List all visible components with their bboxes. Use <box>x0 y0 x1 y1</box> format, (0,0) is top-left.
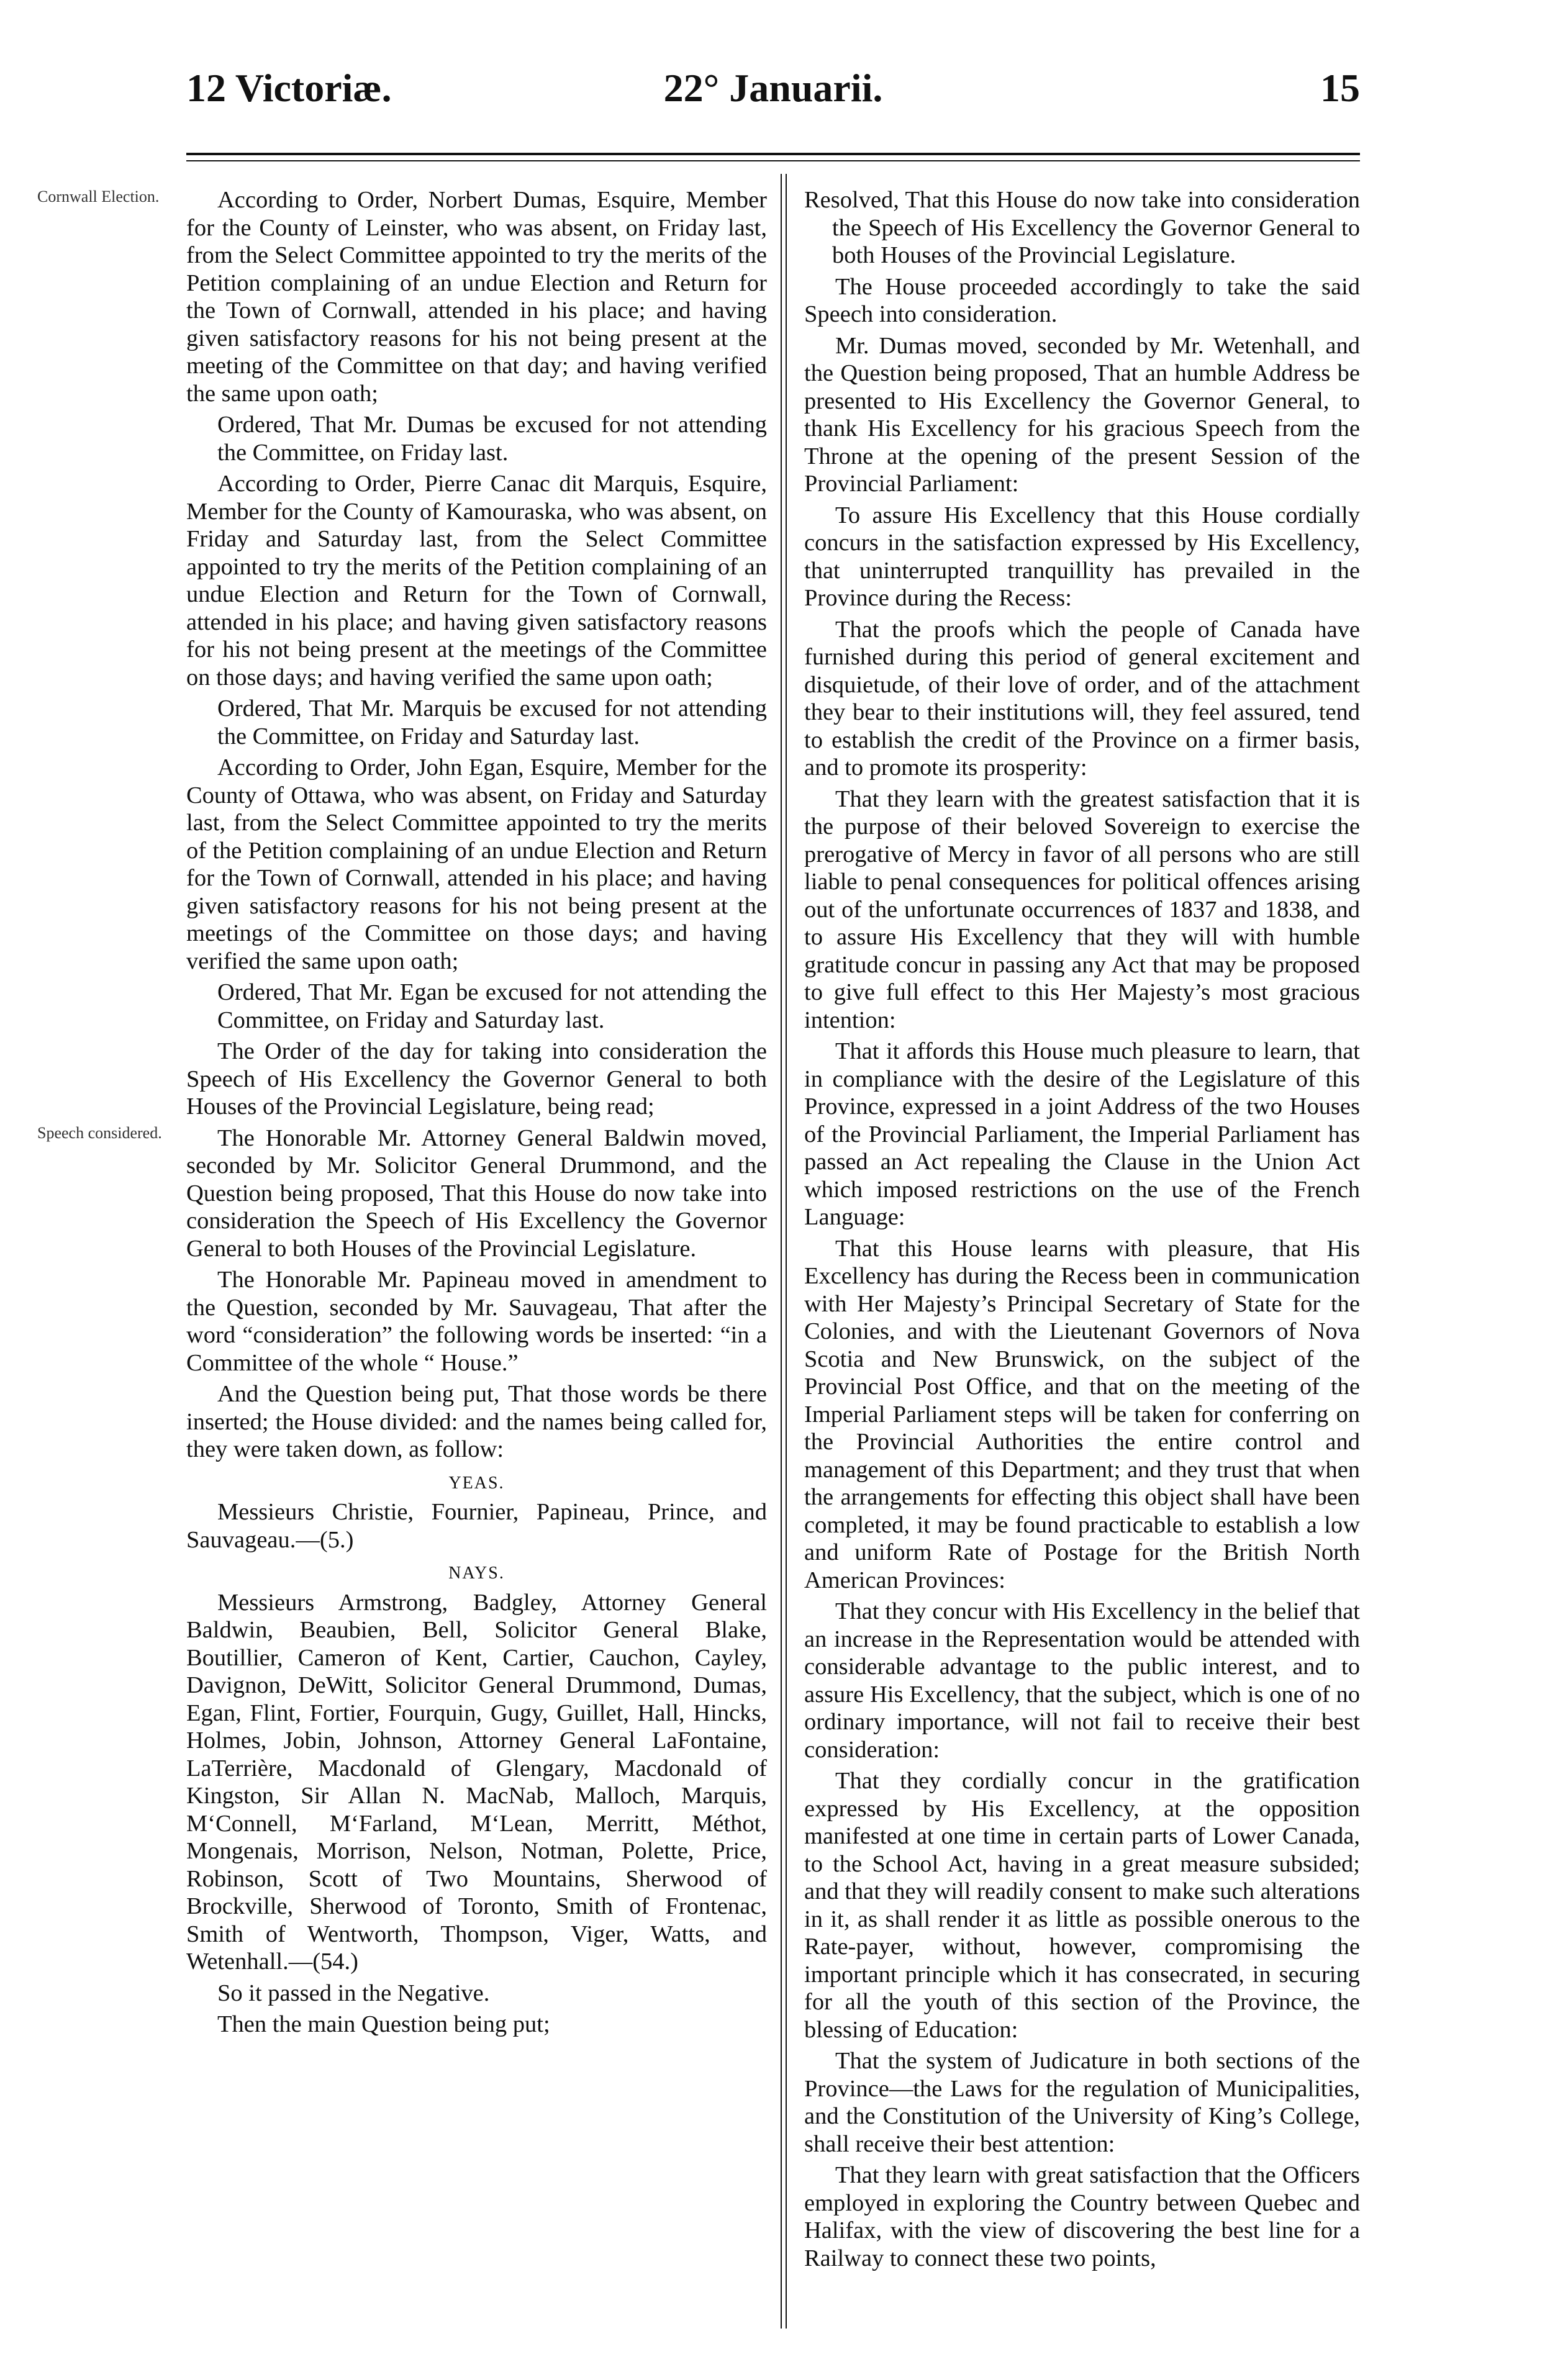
paragraph: To assure His Excellency that this House cordially concurs in the satisfaction expressed by His Excellency, that uninterrupted tranquillity has prevailed in the Province during the Recess: <box>804 502 1360 611</box>
paragraph: Mr. Dumas moved, seconded by Mr. Wetenhall, and the Question being proposed, That an humble Address be presented to His Excellency the Governor General, to thank His Excellency for his gracious Speech from the Throne at the opening of the present Session of the Provincial Parliament: <box>804 332 1360 497</box>
column-divider-second <box>786 174 787 2329</box>
paragraph: So it passed in the Negative. <box>217 1980 490 2006</box>
paragraph: The Honorable Mr. Papineau moved in amendment to the Question, seconded by Mr. Sauvageau, That after the word “consideration” the following words be inserted: “in a Committee of the whole “ House.” <box>186 1267 767 1376</box>
paragraph: That they cordially concur in the gratification expressed by His Excellency, at the opposition manifested at one time in certain parts of Lower Canada, to the School Act, having in a great measure subsided; and that they will readily consent to make such alterations in it, as shall render it as little as possible onerous to the Rate-payer, without, however, compromising the important principle which it has consecrated, in securing for all the youth of this section of the Province, the blessing of Education: <box>804 1768 1360 2043</box>
page-header <box>186 65 1360 127</box>
paragraph: And the Question being put, That those words be there inserted; the House divided: and the names being called for, they were taken down, as follow: <box>186 1381 767 1462</box>
right-column <box>804 186 1360 2276</box>
nays-list: Messieurs Armstrong, Badgley, Attorney General Baldwin, Beaubien, Bell, Solicitor General Blake, Boutillier, Cameron of Kent, Cartier, Cauchon, Cayley, Davignon, DeWitt, Solicitor General Drummond, Dumas, Egan, Flint, Fortier, Fourquin, Gugy, Guillet, Hall, Hincks, Holmes, Jobin, Johnson, Attorney General LaFontaine, LaTerrière, Macdonald of Glengary, Macdonald of Kingston, Sir Allan N. MacNab, Malloch, Marquis, M‘Connell, M‘Farland, M‘Lean, Merritt, Méthot, Mongenais, Morrison, Nelson, Notman, Polette, Price, Robinson, Scott of Two Mountains, Sherwood of Brockville, Sherwood of Toronto, Smith of Frontenac, Smith of Wentworth, Thompson, Viger, Watts, and Wetenhall.—(54.) <box>186 1589 767 1975</box>
paragraph: According to Order, Pierre Canac dit Marquis, Esquire, Member for the County of Kamouraska, who was absent, on Friday and Saturday last, from the Select Committee appointed to try the merits of the Petition complaining of an undue Election and Return for the Town of Cornwall, attended in his place; and having given satisfactory reasons for his not being present at the meetings of the Committee on those days; and having verified the same upon oath; <box>186 471 767 690</box>
header-rule-thin <box>186 160 1360 161</box>
paragraph: That they learn with great satisfaction that the Officers employed in exploring the Country between Quebec and Halifax, with the view of discovering the best line for a Railway to connect these two points, <box>804 2162 1360 2271</box>
paragraph: The Order of the day for taking into consideration the Speech of His Excellency the Governor General to both Houses of the Provincial Legislature, being read; <box>186 1038 767 1120</box>
margin-note-speech: Speech considered. <box>37 1124 162 1142</box>
paragraph: That the system of Judicature in both sections of the Province—the Laws for the regulation of Municipalities, and the Constitution of the University of King’s College, shall receive their best attention: <box>804 2048 1360 2157</box>
yeas-heading: YEAS. <box>448 1473 505 1493</box>
header-title-left: 12 Victoriæ. <box>186 66 392 110</box>
paragraph: According to Order, John Egan, Esquire, Member for the County of Ottawa, who was absent, on Friday and Saturday last, from the Select Committee appointed to try the merits of the Petition complaining of an undue Election and Return for the Town of Cornwall, attended in his place; and having given satisfactory reasons for his not being present at the meetings of the Committee on those days; and having verified the same upon oath; <box>186 754 767 974</box>
paragraph-resolved: Resolved, That this House do now take into consideration the Speech of His Excellency the Governor General to both Houses of the Provincial Legislature. <box>804 187 1360 268</box>
paragraph: That this House learns with pleasure, that His Excellency has during the Recess been in communication with Her Majesty’s Principal Secretary of State for the Colonies, and with the Lieutenant Governors of Nova Scotia and New Brunswick, on the subject of the Provincial Post Office, and that on the meeting of the Imperial Parliament steps will be taken for conferring on the Provincial Authorities the entire control and management of this Department; and they trust that when the arrangements for effecting this object shall have been completed, it may be found practicable to establish a low and uniform Rate of Postage for the British North American Provinces: <box>804 1235 1360 1593</box>
paragraph: According to Order, Norbert Dumas, Esquire, Member for the County of Leinster, who was absent, on Friday last, from the Select Committee appointed to try the merits of the Petition complaining of an undue Election and Return for the Town of Cornwall, attended in his place; and having given satisfactory reasons for his not being present at the meeting of the Committee on that day; and having verified the same upon oath; <box>186 187 767 407</box>
paragraph: That they concur with His Excellency in the belief that an increase in the Representation would be attended with considerable advantage to the public interest, and to assure His Excellency, that the subject, which is one of no ordinary importance, will not fail to receive their best consideration: <box>804 1598 1360 1763</box>
margin-note-cornwall: Cornwall Election. <box>37 188 160 206</box>
paragraph: That they learn with the greatest satisfaction that it is the purpose of their beloved Sovereign to exercise the prerogative of Mercy in favor of all persons who are still liable to penal consequences for political offences arising out of the unfortunate occurrences of 1837 and 1838, and to assure His Excellency that they will with humble gratitude concur in passing any Act that may be proposed to give full effect to this Her Majesty’s most gracious intention: <box>804 785 1360 1033</box>
paragraph-ordered: Ordered, That Mr. Dumas be excused for not attending the Committee, on Friday last. <box>217 412 767 466</box>
left-column <box>186 186 767 2042</box>
column-divider <box>781 174 782 2329</box>
paragraph-ordered: Ordered, That Mr. Marquis be excused for not attending the Committee, on Friday and Saturday last. <box>217 695 767 749</box>
yeas-list: Messieurs Christie, Fournier, Papineau, Prince, and Sauvageau.—(5.) <box>186 1499 767 1553</box>
paragraph: The Honorable Mr. Attorney General Baldwin moved, seconded by Mr. Solicitor General Drummond, and the Question being proposed, That this House do now take into consideration the Speech of His Excellency the Governor General to both Houses of the Provincial Legislature. <box>186 1125 767 1262</box>
header-date: 22° Januarii. <box>663 66 883 110</box>
paragraph: The House proceeded accordingly to take the said Speech into consideration. <box>804 273 1360 327</box>
paragraph-ordered: Ordered, That Mr. Egan be excused for not attending the Committee, on Friday and Saturday last. <box>217 979 767 1033</box>
paragraph: That the proofs which the people of Canada have furnished during this period of general excitement and disquietude, of their love of order, and of the attachment they bear to their institutions will, they feel assured, tend to establish the credit of the Province on a firmer basis, and to promote its prosperity: <box>804 616 1360 781</box>
paragraph: That it affords this House much pleasure to learn, that in compliance with the desire of the Legislature of this Province, expressed in a joint Address of the two Houses of the Provincial Parliament, the Imperial Parliament has passed an Act repealing the Clause in the Union Act which imposed restrictions on the use of the French Language: <box>804 1038 1360 1230</box>
header-rule <box>186 153 1360 155</box>
paragraph: Then the main Question being put; <box>217 2011 550 2037</box>
nays-heading: NAYS. <box>448 1564 505 1583</box>
page-number: 15 <box>1320 66 1360 110</box>
